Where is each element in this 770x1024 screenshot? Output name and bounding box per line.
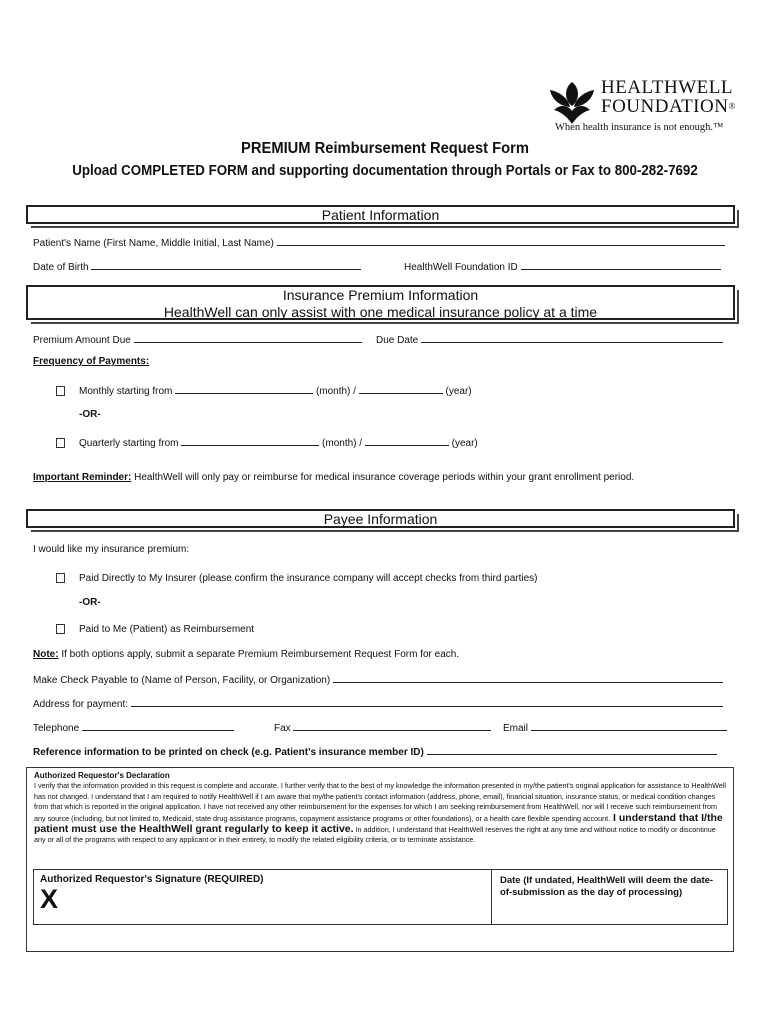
- telephone-label: Telephone: [33, 723, 80, 734]
- declaration-body: [27, 768, 733, 849]
- declaration-text-1: I verify that the information provided in this request is complete and accurate. I further verify that to the best of my knowledge the information presented in my/the patient's original application for assistance to HealthWell has not changed. I understand that I am required to notify HealthWell if I am aware that my/the patient's contact information (address, phone, email), financial situation, insurance status, or medical condition changes from that which is reported in the original application. I have not received any other reimbursement for the expenses for which I am seeking reimbursement from HealthWell, nor will I receive such reimbursement from any source (including, but not limited to, Medicaid, state drug assistance programs, copayment assistance programs or other foundations), or a health care flexible spending account.: [34, 781, 727, 823]
- month-unit: (month) /: [322, 438, 363, 449]
- dob-field[interactable]: [91, 260, 361, 270]
- insurance-section-title: Insurance Premium Information: [282, 287, 479, 303]
- patient-section-title: Patient Information: [321, 207, 440, 223]
- payee-section-header: [26, 509, 735, 528]
- due-date-field[interactable]: [421, 333, 723, 343]
- due-date-row: [376, 333, 723, 346]
- patient-name-field[interactable]: [277, 236, 725, 246]
- declaration-text-2: In addition, I understand that HealthWell reserves the right at any time and without notice to modify or discontinue any or all of the programs with respect to any applicant or in their entirety, to modify the related eligibility criteria, or to terminate assistance.: [34, 825, 716, 845]
- check-payable-field[interactable]: [333, 673, 723, 683]
- date-label: Date (If undated, HealthWell will deem the date-of-submission as the day of processing): [500, 875, 714, 898]
- patient-name-row: [33, 236, 725, 249]
- form-subtitle: Upload COMPLETED FORM and supporting documentation through Portals or Fax to 800-282-7692: [72, 163, 698, 179]
- email-label: Email: [503, 723, 529, 734]
- reminder-text: HealthWell will only pay or reimburse for medical insurance coverage periods within your grant enrollment period.: [131, 472, 635, 483]
- signature-label: Authorized Requestor's Signature (REQUIRED): [40, 874, 264, 885]
- quarterly-label: Quarterly starting from: [79, 438, 179, 449]
- insurer-checkbox[interactable]: [56, 573, 65, 583]
- insurer-option-label: Paid Directly to My Insurer (please confirm the insurance company will accept checks from third parties): [79, 573, 538, 584]
- dob-row: [33, 260, 361, 273]
- telephone-field[interactable]: [82, 721, 234, 731]
- due-date-label: Due Date: [376, 335, 419, 346]
- payee-intro: I would like my insurance premium:: [33, 544, 190, 555]
- signature-box[interactable]: [33, 869, 492, 925]
- frequency-or: -OR-: [79, 409, 101, 420]
- dob-label: Date of Birth: [33, 262, 89, 273]
- email-row: [503, 721, 727, 734]
- year-unit: (year): [445, 386, 472, 397]
- quarterly-checkbox[interactable]: [56, 438, 65, 448]
- note-text: If both options apply, submit a separate Premium Reimbursement Request Form for each.: [58, 649, 460, 660]
- quarterly-row: [56, 436, 478, 449]
- patient-name-label: Patient's Name (First Name, Middle Initial, Last Name): [33, 238, 274, 249]
- quarterly-year-field[interactable]: [365, 436, 449, 446]
- hwf-id-label: HealthWell Foundation ID: [404, 262, 518, 273]
- payee-option-insurer: [56, 573, 538, 584]
- date-box[interactable]: [492, 869, 728, 925]
- patient-option-label: Paid to Me (Patient) as Reimbursement: [79, 624, 255, 635]
- payee-option-patient: [56, 624, 254, 635]
- premium-label: Premium Amount Due: [33, 335, 131, 346]
- check-payable-row: [33, 673, 723, 686]
- patient-section-header: [26, 205, 735, 224]
- logo-line-1: HEALTHWELL: [601, 77, 733, 98]
- payee-section-title: Payee Information: [323, 511, 438, 527]
- form-title: PREMIUM Reimbursement Request Form: [241, 140, 529, 157]
- monthly-checkbox[interactable]: [56, 386, 65, 396]
- note-label: Note:: [33, 649, 59, 660]
- address-label: Address for payment:: [33, 699, 129, 710]
- tagline: When health insurance is not enough.™: [555, 122, 724, 133]
- address-field[interactable]: [131, 697, 723, 707]
- monthly-row: [56, 384, 472, 397]
- reminder-label: Important Reminder:: [33, 472, 132, 483]
- insurance-section-header: [26, 285, 735, 320]
- fax-label: Fax: [274, 723, 291, 734]
- reference-field[interactable]: [427, 745, 717, 755]
- declaration-heading: Authorized Requestor's Declaration: [34, 771, 170, 780]
- reference-row: [33, 745, 717, 758]
- monthly-label: Monthly starting from: [79, 386, 173, 397]
- monthly-year-field[interactable]: [359, 384, 443, 394]
- logo-line-2: FOUNDATION®: [601, 96, 736, 117]
- premium-field[interactable]: [134, 333, 362, 343]
- fax-row: [274, 721, 491, 734]
- check-payable-label: Make Check Payable to (Name of Person, Facility, or Organization): [33, 675, 331, 686]
- month-unit: (month) /: [315, 386, 356, 397]
- hwf-id-row: [404, 260, 721, 273]
- signature-x-mark: X: [40, 884, 59, 914]
- payee-note: [33, 649, 459, 660]
- email-field[interactable]: [531, 721, 727, 731]
- fax-field[interactable]: [293, 721, 491, 731]
- quarterly-month-field[interactable]: [181, 436, 319, 446]
- important-reminder: [33, 472, 634, 483]
- hwf-id-field[interactable]: [521, 260, 721, 270]
- insurance-section-subtitle: HealthWell can only assist with one medical insurance policy at a time: [163, 304, 598, 320]
- telephone-row: [33, 721, 234, 734]
- premium-row: [33, 333, 362, 346]
- monthly-month-field[interactable]: [175, 384, 313, 394]
- patient-checkbox[interactable]: [56, 624, 65, 634]
- declaration-emphasis: I understand that I/the patient must use the HealthWell grant regularly to keep it active.: [34, 811, 723, 836]
- reference-label: Reference information to be printed on check (e.g. Patient’s insurance member ID): [33, 747, 424, 758]
- payee-or: -OR-: [79, 597, 101, 608]
- frequency-heading: Frequency of Payments:: [33, 356, 150, 367]
- year-unit: (year): [451, 438, 478, 449]
- logo-wordmark: [601, 78, 736, 116]
- address-row: [33, 697, 723, 710]
